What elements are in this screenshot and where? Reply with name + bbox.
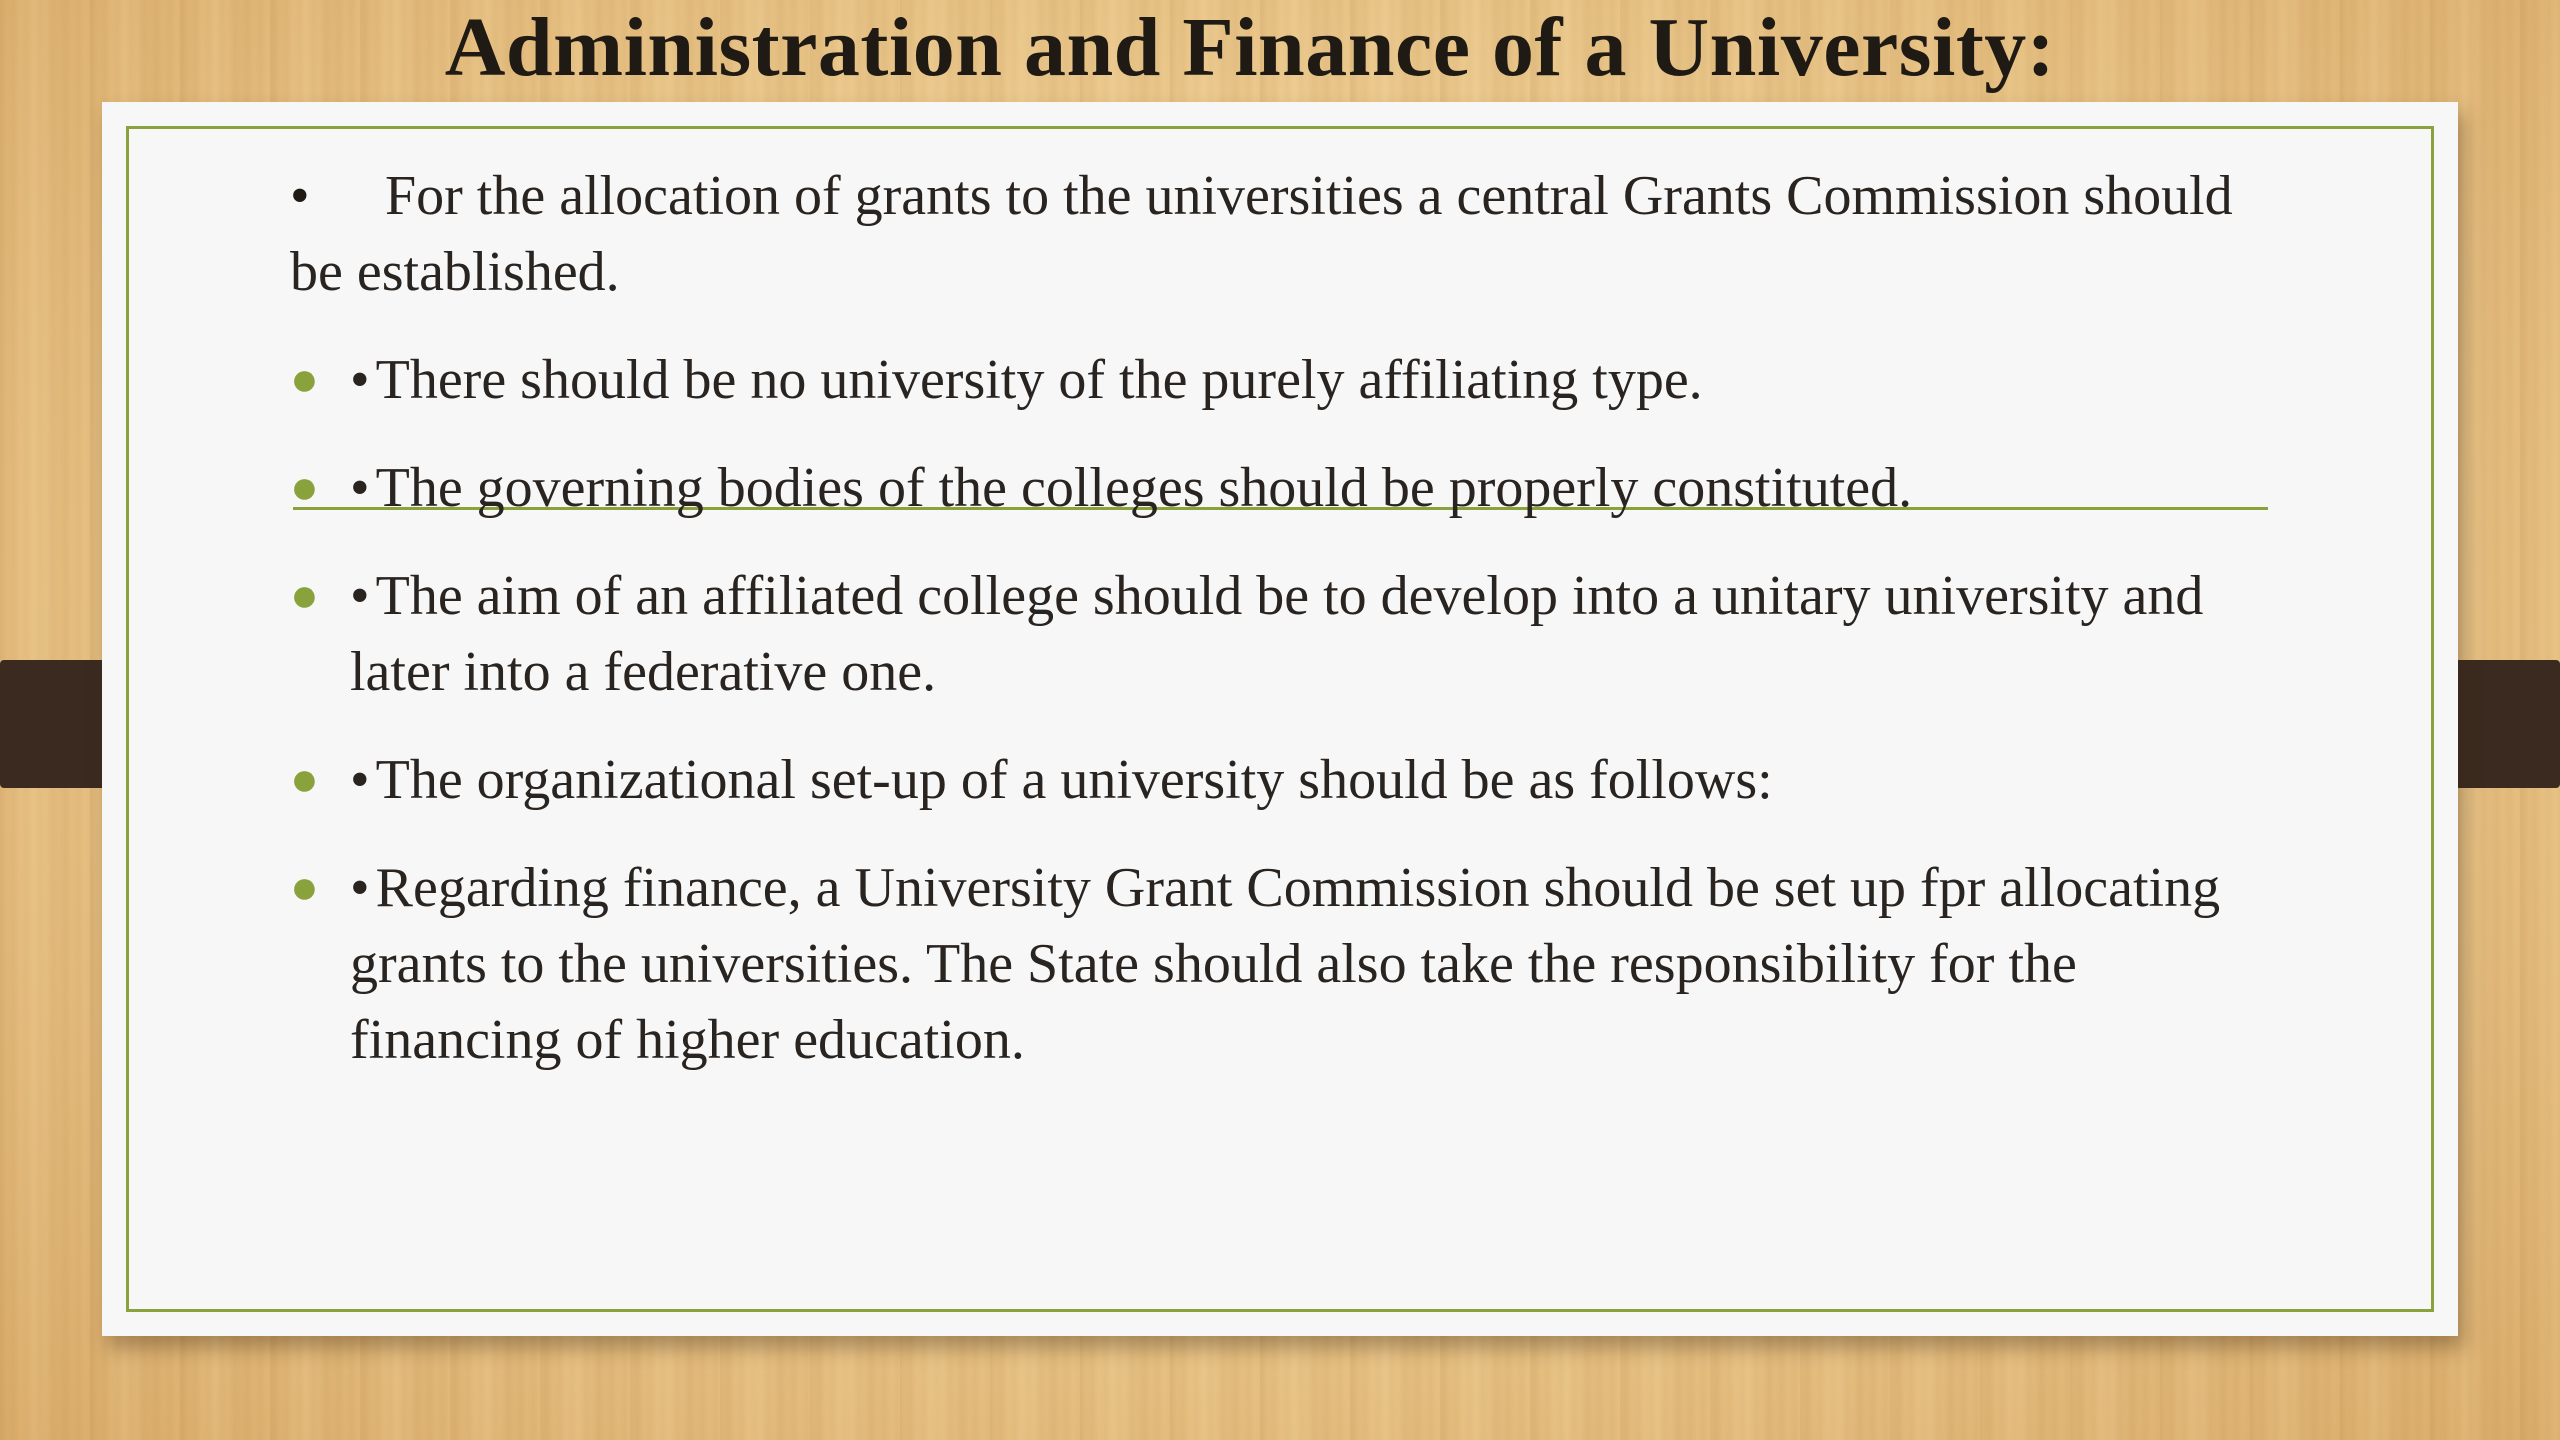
bullet-text: The aim of an affiliated college should be to develop into a unitary university and later into a federative one. xyxy=(350,565,2204,703)
bullet-item-affiliating-type xyxy=(290,342,2280,418)
bullet-text: Regarding finance, a University Grant Commission should be set up fpr allocating grants to the universities. The State should also take the responsibility for the financing of higher education. xyxy=(350,857,2221,1071)
bullet-text: The organizational set-up of a university should be as follows: xyxy=(375,749,1773,811)
slide-title: Administration and Finance of a University: xyxy=(444,1,2056,94)
inner-bullet-mark: • xyxy=(350,349,370,411)
bullet-text: For the allocation of grants to the universities a central Grants Commission should be established. xyxy=(290,165,2233,303)
inner-bullet-mark: • xyxy=(350,857,370,919)
bullet-list xyxy=(290,158,2280,1110)
bullet-mark: • xyxy=(290,165,310,227)
bullet-dot-icon: ● xyxy=(290,753,319,806)
bullet-text: The governing bodies of the colleges should be properly constituted. xyxy=(375,457,1913,519)
bullet-dot-icon: ● xyxy=(290,861,319,914)
bullet-dot-icon: ● xyxy=(290,353,319,406)
bullet-text: There should be no university of the purely affiliating type. xyxy=(375,349,1703,411)
inner-bullet-mark: • xyxy=(350,565,370,627)
bullet-item-organizational-setup xyxy=(290,742,2280,818)
inner-bullet-mark: • xyxy=(350,457,370,519)
bullet-item-finance xyxy=(290,850,2280,1078)
bullet-item-governing-bodies xyxy=(290,450,2280,526)
bullet-item-affiliated-college xyxy=(290,558,2280,710)
bullet-dot-icon: ● xyxy=(290,461,319,514)
bullet-dot-icon: ● xyxy=(290,569,319,622)
bullet-item-grants-commission xyxy=(290,158,2280,310)
inner-bullet-mark: • xyxy=(350,749,370,811)
